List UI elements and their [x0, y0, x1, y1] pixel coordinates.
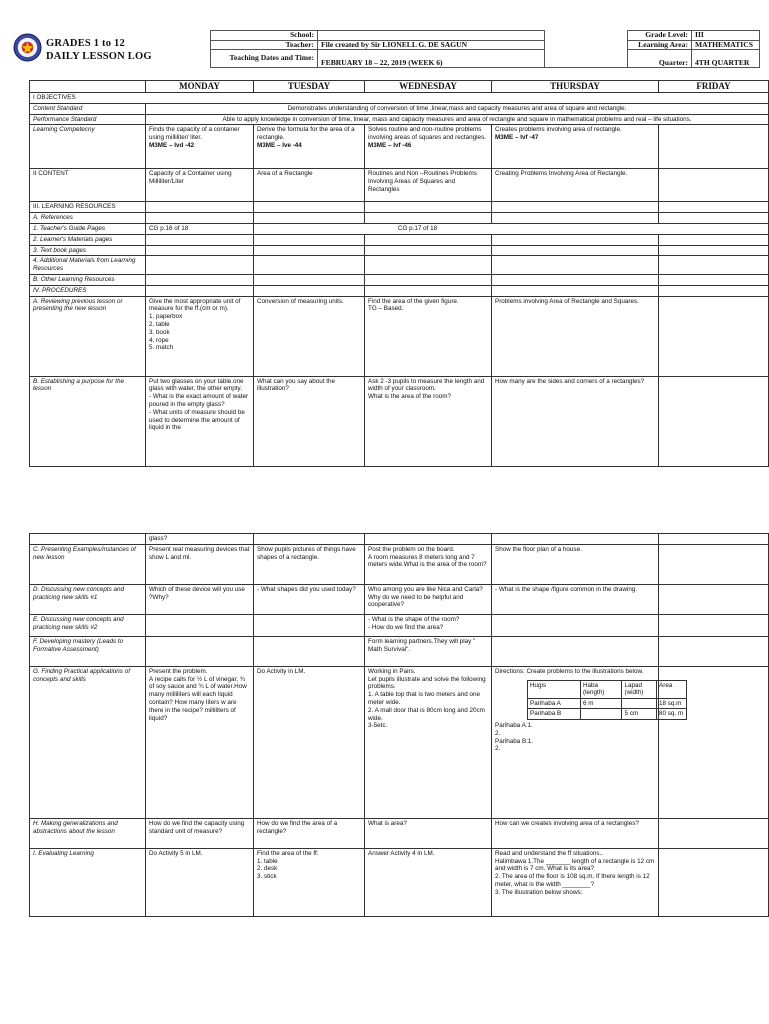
- procedure-c-wednesday: Post the problem on the board. A room measures 8 meters long and 7 meters wide.What is the area of the room?: [365, 544, 492, 584]
- procedure-b-thursday: How many are the sides and corners of a rectangles?: [492, 376, 659, 466]
- procedure-a-label: A. Reviewing previous lesson or presenting the new lesson: [30, 296, 146, 376]
- competency-wednesday: Solves routine and non-routine problems involving areas of squares and rectangles. M3ME – Ivf -46: [365, 125, 492, 169]
- competency-tuesday: Derive the formula for the area of a rectangle. M3ME – Ive -44: [254, 125, 365, 169]
- textbook-pages-label: 3. Text book pages: [30, 245, 146, 256]
- procedure-g-thursday: [492, 666, 684, 818]
- procedure-g-thursday-answers: Parihaba A:1. 2. Parihaba B:1. 2.: [495, 721, 534, 753]
- procedure-f-thursday: [492, 636, 659, 666]
- content-label: II CONTENT: [30, 169, 146, 202]
- inner-cell: [622, 698, 657, 709]
- procedure-i-thursday: Read and understand the ff situations.. Halimbawa 1.The _______ length of a rectangle is 12 cm and width is 7 cm. What is its area? 2. The area of the floor is 108 sq.m. If there length is 12 meter, what is the width ________? 3. The illustration below shows:: [492, 848, 659, 916]
- procedure-i-wednesday: Answer Activity 4 in LM.: [365, 848, 492, 916]
- performance-standard-value: Able to apply knowledge in conversion of time, linear, mass and capacity measures and area of rectangle and square in mathematical problems and real – life situations.: [146, 114, 769, 125]
- quarter-value: 4TH QUARTER: [692, 50, 760, 68]
- procedure-b-wednesday: Ask 2 -3 pupils to measure the length and width of your classroom. What is the area of the room?: [365, 376, 492, 466]
- inner-cell: Parihaba B: [528, 709, 581, 720]
- procedure-c-thursday: Show the floor plan of a house.: [492, 544, 659, 584]
- procedure-h-friday: [659, 818, 769, 848]
- procedure-g-thursday-directions: Directions: Create problems to the illustrations below.: [495, 667, 644, 675]
- procedure-d-friday: [659, 584, 769, 614]
- day-header-friday: FRIDAY: [659, 81, 769, 93]
- lesson-log-table-continued: [29, 533, 769, 917]
- procedure-b-label: B. Establishing a purpose for the lesson: [30, 376, 146, 466]
- teaching-dates-value: FEBRUARY 18 – 22, 2019 (WEEK 6): [318, 50, 545, 68]
- inner-cell: 80 sq. m: [657, 709, 687, 720]
- procedure-a-tuesday: Conversion of measuring units.: [254, 296, 365, 376]
- procedure-e-wednesday: - What is the shape of the room? - How do we find the area?: [365, 614, 492, 636]
- quarter-label: Quarter:: [628, 50, 692, 68]
- learning-area-value: MATHEMATICS: [692, 40, 760, 50]
- inner-header-width: Lapad (width): [622, 680, 657, 698]
- brand-line-2: DAILY LESSON LOG: [46, 50, 152, 62]
- procedure-e-friday: [659, 614, 769, 636]
- additional-materials-label: 4. Additional Materials from Learning Resources: [30, 256, 146, 275]
- procedure-e-tuesday: [254, 614, 365, 636]
- procedure-h-tuesday: How do we find the area of a rectangle?: [254, 818, 365, 848]
- procedure-c-friday: [659, 544, 769, 584]
- procedure-g-label: G. Finding Practical applications of concepts and skills: [30, 666, 146, 818]
- procedure-c-monday: Present real measuring devices that show L and ml.: [146, 544, 254, 584]
- procedure-i-label: I. Evaluating Learning: [30, 848, 146, 916]
- school-label: School:: [211, 31, 318, 41]
- procedure-d-wednesday: Who among you are like Nica and Carla? Why do we need to be helpful and cooperative?: [365, 584, 492, 614]
- day-header-thursday: THURSDAY: [492, 81, 659, 93]
- procedure-g-friday: [659, 666, 769, 818]
- learners-materials-label: 2. Learner's Materials pages: [30, 234, 146, 245]
- inner-header-shape: Hugis: [528, 680, 581, 698]
- content-standard-label: Content Standard: [30, 103, 146, 114]
- procedure-h-monday: How do we find the capacity using standard unit of measure?: [146, 818, 254, 848]
- teachers-guide-rest: CG p.17 of 18: [254, 223, 769, 234]
- procedure-b-friday: [659, 376, 769, 466]
- references-label: A. References: [30, 213, 146, 224]
- content-standard-value: Demonstrates understanding of conversion of time ,linear,mass and capacity measures and area of square and rectangle.: [146, 103, 769, 114]
- procedure-g-monday: Present the problem. A recipe calls for ½ L of vinegar, ¾ of soy sauce and ¾ L of water.How many milliliters will each liquid contain? How many liters w are there in the recipe? milliliters of liquid?: [146, 666, 254, 818]
- section-learning-resources: III. LEARNING RESOURCES: [30, 202, 146, 213]
- lesson-log-table: [29, 80, 769, 467]
- content-wednesday: Routines and Non –Routines Problems Involving Areas of Squares and Rectangles: [365, 169, 492, 202]
- grade-level-label: Grade Level:: [628, 31, 692, 41]
- inner-header-area: Area: [657, 680, 687, 698]
- inner-header-length: Haba (length): [581, 680, 622, 698]
- procedure-e-label: E. Discussing new concepts and practicing new skills #2: [30, 614, 146, 636]
- other-resources-label: B. Other Learning Resources: [30, 274, 146, 285]
- procedure-e-monday: [146, 614, 254, 636]
- procedure-a-monday: Give the most appropriate unit of measure for the ff.(cm or m). 1. paperbox 2. table 3. book 4. rope 5. match: [146, 296, 254, 376]
- procedure-i-monday: Do Activity 5 in LM.: [146, 848, 254, 916]
- day-header-tuesday: TUESDAY: [254, 81, 365, 93]
- procedure-b-monday: Put two glasses on your table.one glass with water, the other empty. - What is the exact amount of water poured in the empty glass? - What units of measure should be used to determine the amount of liquid in the: [146, 376, 254, 466]
- procedure-b-monday-continued: glass?: [146, 534, 254, 545]
- procedure-h-thursday: How can we creates involving area of a rectangles?: [492, 818, 659, 848]
- performance-standard-label: Performance Standard: [30, 114, 146, 125]
- content-thursday: Creating Problems Involving Area of Rectangle.: [492, 169, 659, 202]
- procedure-f-label: F. Developing mastery (Leads to Formative Assessment): [30, 636, 146, 666]
- inner-cell: 6 m: [581, 698, 622, 709]
- procedure-a-wednesday: Find the area of the given figure. TG – Based.: [365, 296, 492, 376]
- procedure-b-tuesday: What can you say about the illustration?: [254, 376, 365, 466]
- procedure-f-tuesday: [254, 636, 365, 666]
- competency-friday: [659, 125, 769, 169]
- header-info-table: [210, 30, 760, 68]
- day-header-monday: MONDAY: [146, 81, 254, 93]
- inner-cell: 5 cm: [622, 709, 657, 720]
- day-header-wednesday: WEDNESDAY: [365, 81, 492, 93]
- inner-cell: Parihaba A: [528, 698, 581, 709]
- inner-cell: 18 sq.m: [657, 698, 687, 709]
- procedure-c-label: C. Presenting Examples/instances of new lesson: [30, 544, 146, 584]
- teaching-dates-label: Teaching Dates and Time:: [211, 50, 318, 68]
- content-monday: Capacity of a Container using Milliliter/Liter: [146, 169, 254, 202]
- learning-area-label: Learning Area:: [628, 40, 692, 50]
- procedure-e-thursday: [492, 614, 659, 636]
- procedure-d-monday: Which of these device will you use ?Why?: [146, 584, 254, 614]
- school-value: [318, 31, 545, 41]
- procedure-d-thursday: - What is the shape /figure common in the drawing.: [492, 584, 659, 614]
- procedure-h-label: H. Making generalizations and abstractions about the lesson: [30, 818, 146, 848]
- rectangle-problem-table: [527, 680, 687, 720]
- grade-level-value: III: [692, 31, 760, 41]
- section-objectives: I OBJECTIVES: [30, 93, 769, 104]
- procedure-i-friday: [659, 848, 769, 916]
- teacher-label: Teacher:: [211, 40, 318, 50]
- content-tuesday: Area of a Rectangle: [254, 169, 365, 202]
- teachers-guide-monday: CG p.16 of 18: [146, 223, 254, 234]
- procedure-c-tuesday: Show pupils pictures of things have shapes of a rectangle.: [254, 544, 365, 584]
- brand-line-1: GRADES 1 to 12: [46, 38, 125, 49]
- deped-seal-icon: [13, 33, 42, 62]
- document-title: [46, 38, 152, 63]
- procedure-f-wednesday: Form learning partners.They will play " Math Survival".: [365, 636, 492, 666]
- procedure-a-thursday: Problems involving Area of Rectangle and Squares.: [492, 296, 659, 376]
- procedure-a-friday: [659, 296, 769, 376]
- learning-competency-label: Learning Competecny: [30, 125, 146, 169]
- procedure-h-wednesday: What is area?: [365, 818, 492, 848]
- procedure-g-tuesday: Do Activity in LM.: [254, 666, 365, 818]
- procedure-f-friday: [659, 636, 769, 666]
- teachers-guide-label: 1. Teacher's Guide Pages: [30, 223, 146, 234]
- procedure-d-label: D. Discussing new concepts and practicing new skills #1: [30, 584, 146, 614]
- procedure-f-monday: [146, 636, 254, 666]
- procedure-g-wednesday: Working in Pairs. Let pupils illustrate and solve the following problems. 1. A table top that is two meters and one meter wide. 2. A mall door that is 80cm long and 20cm wide. 3-5etc.: [365, 666, 492, 818]
- competency-thursday: Creates problems involving area of rectangle. M3ME – Ivf -47: [492, 125, 659, 169]
- procedure-i-tuesday: Find the area of the ff: 1. table 2. desk 3. stick: [254, 848, 365, 916]
- inner-cell: [581, 709, 622, 720]
- section-procedures: IV. PROCEDURES: [30, 285, 146, 296]
- procedure-d-tuesday: - What shapes did you used today?: [254, 584, 365, 614]
- content-friday: [659, 169, 769, 202]
- teacher-value: File created by Sir LIONELL G. DE SAGUN: [318, 40, 545, 50]
- competency-monday: Finds the capacity of a container using milliliter/ liter. M3ME – Ivd -42: [146, 125, 254, 169]
